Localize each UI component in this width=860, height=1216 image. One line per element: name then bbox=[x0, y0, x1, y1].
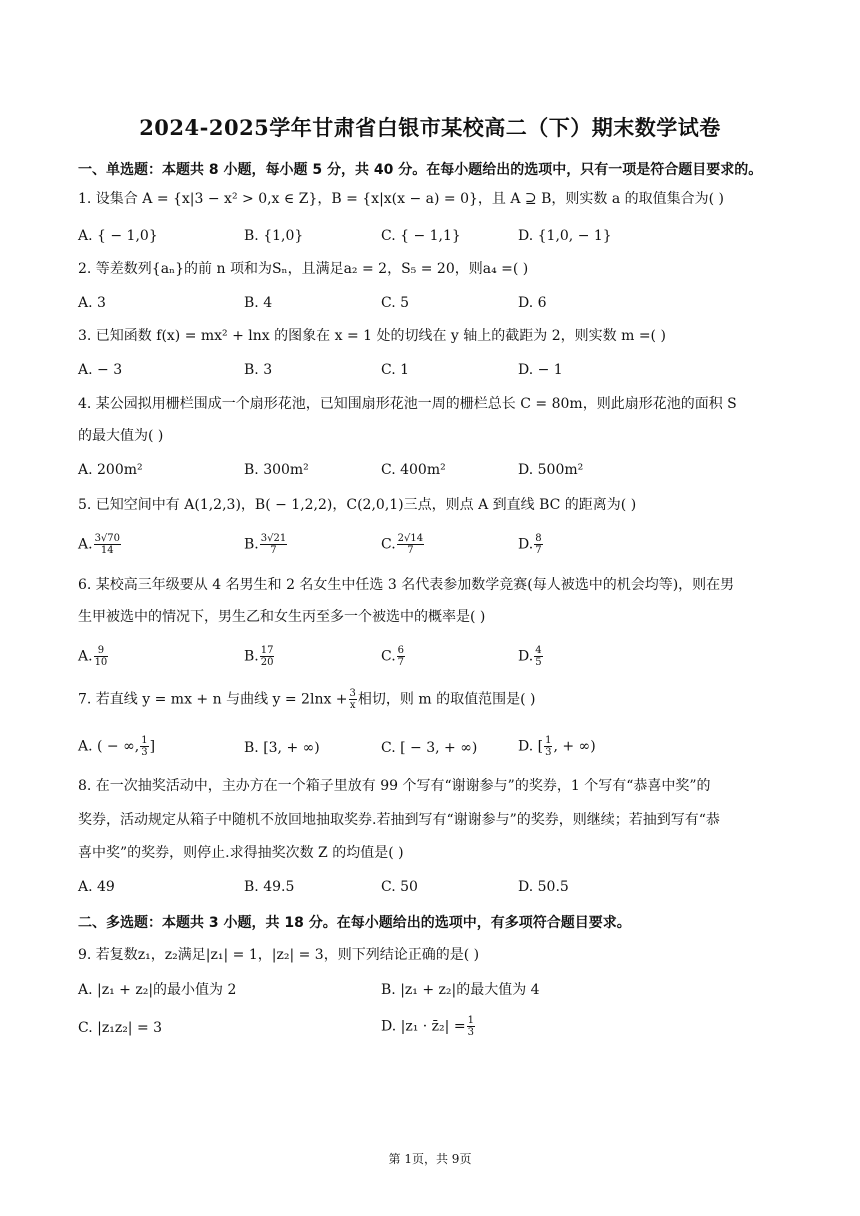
question-9-option-d bbox=[381, 1015, 476, 1038]
question-5-option-d bbox=[518, 533, 544, 556]
option-text: , + ∞) bbox=[553, 738, 596, 755]
fraction-denominator: 7 bbox=[397, 657, 405, 668]
question-1-option-b: B. {1,0} bbox=[244, 228, 304, 244]
fraction-denominator: x bbox=[349, 700, 356, 711]
option-label: B. bbox=[244, 536, 259, 553]
question-2-option-a: A. 3 bbox=[78, 295, 106, 311]
question-3-option-a: A. − 3 bbox=[78, 362, 123, 378]
fraction-denominator: 5 bbox=[535, 657, 542, 668]
question-8-option-a: A. 49 bbox=[78, 879, 115, 895]
question-6-stem-line-1: 6. 某校高三年级要从 4 名男生和 2 名女生中任选 3 名代表参加数学竞赛(每人被选中的机会均等)，则在男 bbox=[78, 577, 735, 593]
question-5-option-b bbox=[244, 533, 288, 556]
question-3-option-d: D. − 1 bbox=[518, 362, 563, 378]
question-9-stem: 9. 若复数z₁，z₂满足|z₁| = 1，|z₂| = 3，则下列结论正确的是( ) bbox=[78, 947, 480, 963]
option-label: A. bbox=[78, 536, 93, 553]
fraction bbox=[397, 645, 405, 668]
fraction-numerator: 2√14 bbox=[397, 533, 424, 544]
fraction-denominator: 10 bbox=[94, 657, 108, 668]
question-7-option-d bbox=[518, 735, 596, 758]
fraction-denominator: 7 bbox=[535, 545, 542, 556]
option-label: C. bbox=[381, 536, 396, 553]
fraction-denominator: 20 bbox=[260, 657, 274, 668]
question-3-stem: 3. 已知函数 f(x) = mx² + lnx 的图象在 x = 1 处的切线在 y 轴上的截距为 2，则实数 m =( ) bbox=[78, 328, 666, 344]
question-8-option-c: C. 50 bbox=[381, 879, 418, 895]
fraction-numerator: 3√21 bbox=[260, 533, 287, 544]
option-label: D. bbox=[518, 648, 534, 665]
question-8-stem-line-2: 奖券，活动规定从箱子中随机不放回地抽取奖券.若抽到写有“谢谢参与”的奖券，则继续；若抽到写有“恭 bbox=[78, 812, 720, 828]
section-heading-single-choice: 一、单选题：本题共 8 小题，每小题 5 分，共 40 分。在每小题给出的选项中，只有一项是符合题目要求的。 bbox=[78, 162, 763, 178]
option-label: C. bbox=[381, 648, 396, 665]
fraction-numerator: 3√70 bbox=[94, 533, 121, 544]
fraction bbox=[467, 1015, 475, 1038]
fraction bbox=[397, 533, 424, 556]
fraction-denominator: 3 bbox=[141, 747, 148, 758]
question-4-stem-line-1: 4. 某公园拟用栅栏围成一个扇形花池，已知围扇形花池一周的栅栏总长 C = 80m，则此扇形花池的面积 S bbox=[78, 396, 737, 412]
fraction-numerator: 3 bbox=[349, 688, 356, 699]
option-label: A. bbox=[78, 648, 93, 665]
fraction bbox=[140, 735, 148, 758]
fraction bbox=[349, 688, 357, 711]
question-6-stem-line-2: 生甲被选中的情况下，男生乙和女生丙至多一个被选中的概率是( ) bbox=[78, 609, 486, 625]
fraction-denominator: 7 bbox=[407, 545, 414, 556]
question-5-option-a bbox=[78, 533, 122, 556]
question-7-option-a bbox=[78, 735, 155, 758]
question-5-stem: 5. 已知空间中有 A(1,2,3)，B( − 1,2,2)，C(2,0,1)三点，则点 A 到直线 BC 的距离为( ) bbox=[78, 497, 637, 513]
question-4-option-b: B. 300m² bbox=[244, 462, 309, 478]
question-8-stem-line-3: 喜中奖”的奖券，则停止.求得抽奖次数 Z 的均值是( ) bbox=[78, 845, 404, 861]
question-5-option-c bbox=[381, 533, 425, 556]
question-4-option-c: C. 400m² bbox=[381, 462, 446, 478]
question-7-option-b: B. [3, + ∞) bbox=[244, 740, 320, 756]
question-3-option-c: C. 1 bbox=[381, 362, 410, 378]
fraction-denominator: 3 bbox=[467, 1027, 474, 1038]
fraction-numerator: 1 bbox=[467, 1015, 474, 1026]
question-4-stem-line-2: 的最大值为( ) bbox=[78, 428, 164, 444]
stem-text: 相切，则 m 的取值范围是( ) bbox=[357, 691, 536, 708]
question-2-option-d: D. 6 bbox=[518, 295, 547, 311]
page-footer: 第 1页，共 9页 bbox=[388, 1152, 472, 1166]
question-1-stem: 1. 设集合 A = {x|3 − x² > 0,x ∈ Z}，B = {x|x(x − a) = 0}，且 A ⊇ B，则实数 a 的取值集合为( ) bbox=[78, 191, 725, 207]
question-2-option-c: C. 5 bbox=[381, 295, 410, 311]
question-9-option-a: A. |z₁ + z₂|的最小值为 2 bbox=[78, 982, 237, 998]
option-label: D. bbox=[518, 536, 534, 553]
question-8-option-d: D. 50.5 bbox=[518, 879, 569, 895]
question-4-option-a: A. 200m² bbox=[78, 462, 143, 478]
fraction-denominator: 14 bbox=[100, 545, 114, 556]
question-6-option-b bbox=[244, 645, 275, 668]
question-6-option-a bbox=[78, 645, 109, 668]
section-heading-multiple-choice: 二、多选题：本题共 3 小题，共 18 分。在每小题给出的选项中，有多项符合题目要求。 bbox=[78, 915, 631, 931]
fraction-denominator: 7 bbox=[270, 545, 277, 556]
fraction bbox=[94, 533, 121, 556]
fraction-numerator: 8 bbox=[535, 533, 542, 544]
question-1-option-c: C. { − 1,1} bbox=[381, 228, 461, 244]
fraction bbox=[544, 735, 552, 758]
stem-text: 7. 若直线 y = mx + n 与曲线 y = 2lnx + bbox=[78, 691, 348, 708]
fraction-numerator: 1 bbox=[545, 735, 552, 746]
question-2-stem: 2. 等差数列{aₙ}的前 n 项和为Sₙ，且满足a₂ = 2，S₅ = 20，则a₄ =( ) bbox=[78, 261, 529, 277]
question-4-option-d: D. 500m² bbox=[518, 462, 584, 478]
fraction bbox=[260, 645, 275, 668]
question-2-option-b: B. 4 bbox=[244, 295, 273, 311]
fraction bbox=[534, 645, 542, 668]
page-title: 2024-2025学年甘肃省白银市某校高二（下）期末数学试卷 bbox=[139, 115, 721, 140]
question-7-option-c: C. [ − 3, + ∞) bbox=[381, 740, 478, 756]
option-text: D. |z₁ · z̄₂| = bbox=[381, 1018, 466, 1035]
question-8-option-b: B. 49.5 bbox=[244, 879, 295, 895]
question-9-option-b: B. |z₁ + z₂|的最大值为 4 bbox=[381, 982, 540, 998]
fraction-numerator: 9 bbox=[94, 645, 109, 657]
question-9-option-c: C. |z₁z₂| = 3 bbox=[78, 1020, 163, 1036]
question-1-option-a: A. { − 1,0} bbox=[78, 228, 158, 244]
question-8-stem-line-1: 8. 在一次抽奖活动中，主办方在一个箱子里放有 99 个写有“谢谢参与”的奖券，1 个写有“恭喜中奖”的 bbox=[78, 778, 711, 794]
fraction-numerator: 17 bbox=[260, 645, 274, 656]
option-label: B. bbox=[244, 648, 259, 665]
fraction bbox=[260, 533, 287, 556]
question-6-option-d bbox=[518, 645, 544, 668]
fraction-numerator: 4 bbox=[535, 645, 542, 656]
fraction-numerator: 6 bbox=[397, 645, 405, 656]
question-3-option-b: B. 3 bbox=[244, 362, 273, 378]
fraction-denominator: 3 bbox=[545, 747, 552, 758]
option-text: ] bbox=[149, 738, 156, 755]
fraction-numerator: 1 bbox=[141, 735, 148, 746]
option-text: D. [ bbox=[518, 738, 544, 755]
fraction bbox=[534, 533, 542, 556]
fraction bbox=[94, 645, 109, 668]
question-7-stem bbox=[78, 688, 535, 711]
question-1-option-d: D. {1,0, − 1} bbox=[518, 228, 612, 244]
option-text: A. ( − ∞, bbox=[78, 738, 140, 755]
question-6-option-c bbox=[381, 645, 406, 668]
